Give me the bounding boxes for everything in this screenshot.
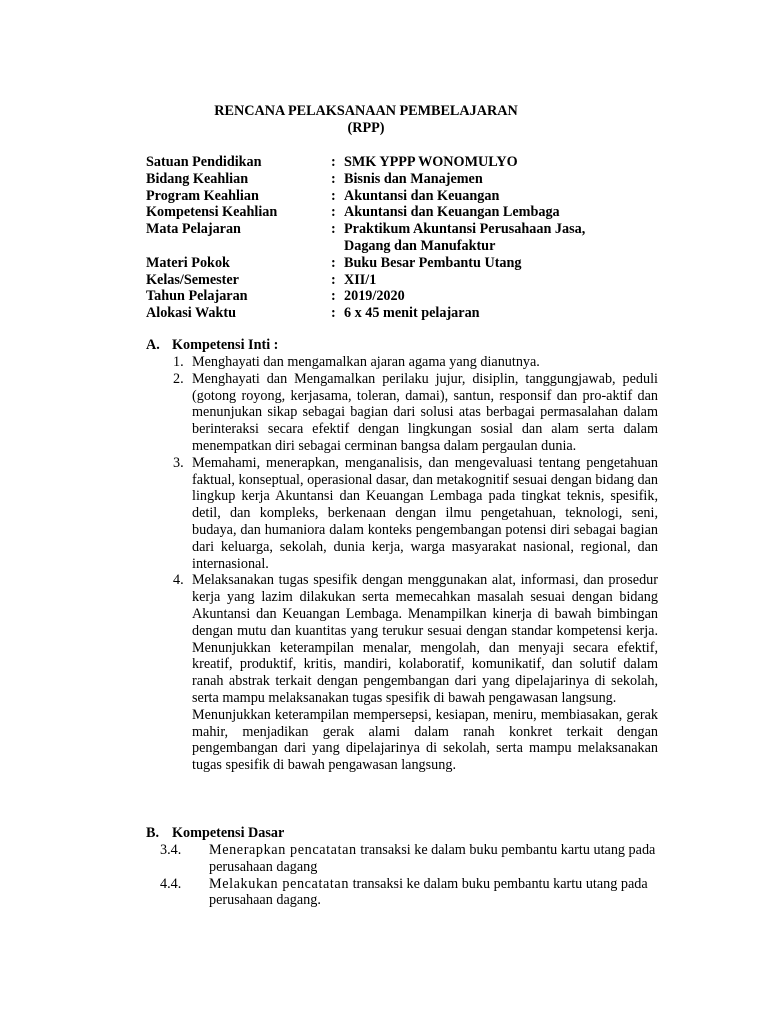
- list-item: [173, 572, 658, 774]
- info-value: 2019/2020: [344, 288, 405, 305]
- item-number: 3.: [173, 454, 184, 471]
- info-key: Materi Pokok: [146, 254, 230, 271]
- section-letter: B.: [146, 825, 160, 841]
- info-colon: :: [331, 254, 336, 271]
- item-text: Menghayati dan Mengamalkan perilaku jujur, disiplin, tanggungjawab, peduli (gotong royong, kerjasama, toleran, damai), santun, responsif dan pro-aktif dan menunjukan sikap sebagai bagian dari solusi atas berbagai permasalahan dalam berinteraksi secara efektif dengan lingkungan sosial dan alam serta dalam menempatkan diri sebagai cerminan bangsa dalam pergaulan dunia.: [192, 370, 658, 454]
- section-b-heading: [146, 825, 284, 842]
- info-colon: :: [331, 305, 336, 322]
- info-key: Satuan Pendidikan: [146, 154, 262, 170]
- info-value: XII/1: [344, 271, 377, 288]
- title-line-2: (RPP): [347, 120, 385, 136]
- info-colon: :: [331, 187, 336, 204]
- item-text: Menghayati dan mengamalkan ajaran agama yang dianutnya.: [192, 354, 540, 370]
- info-colon: :: [331, 221, 336, 238]
- info-value: Akuntansi dan Keuangan Lembaga: [344, 204, 560, 221]
- info-key: Mata Pelajaran: [146, 221, 241, 238]
- item-text: Memahami, menerapkan, menganalisis, dan mengevaluasi tentang pengetahuan faktual, konseptual, operasional dasar, dan metakognitif sesuai dengan bidang dan lingkup kerja Akuntansi dan Keuangan Lembaga pada tingkat teknis, spesifik, detil, dan kompleks, berkenaan dengan ilmu pengetahuan, teknologi, seni, budaya, dan humaniora dalam konteks pengembangan potensi diri sebagai bagian dari keluarga, sekolah, dunia kerja, warga masyarakat nasional, regional, dan internasional.: [192, 454, 658, 572]
- info-value: Praktikum Akuntansi Perusahaan Jasa,: [344, 221, 586, 238]
- item-number: 1.: [173, 354, 184, 370]
- title-line-1: RENCANA PELAKSANAAN PEMBELAJARAN: [214, 103, 518, 119]
- info-key: Program Keahlian: [146, 187, 259, 204]
- item-number: 4.4.: [160, 875, 182, 892]
- info-value-continued: Dagang dan Manufaktur: [344, 237, 496, 254]
- info-key: Kelas/Semester: [146, 271, 239, 288]
- item-text: Melaksanakan tugas spesifik dengan menggunakan alat, informasi, dan prosedur kerja yang lazim dilakukan serta memecahkan masalah sesuai dengan bidang Akuntansi dan Keuangan Lembaga. Menampilkan kinerja di bawah bimbingan dengan mutu dan kuantitas yang terukur sesuai dengan standar kompetensi kerja. Menunjukkan keterampilan menalar, mengolah, dan menyaji secara efektif, kreatif, produktif, kritis, mandiri, kolaboratif, komunikatif, dan solutif dalam ranah abstrak terkait dengan pengembangan dari yang dipelajarinya di sekolah, serta mampu melaksanakan tugas spesifik di bawah pengawasan langsung.: [192, 572, 658, 706]
- list-item: [173, 354, 658, 371]
- info-key: Tahun Pelajaran: [146, 288, 248, 305]
- list-item: [173, 455, 658, 573]
- item-number: 2.: [173, 370, 184, 387]
- document-title: [0, 103, 768, 137]
- info-key: Kompetensi Keahlian: [146, 204, 278, 221]
- item-lead-text: Menerapkan pencatatan: [209, 842, 357, 858]
- info-colon: :: [331, 170, 336, 187]
- item-number: 3.4.: [160, 842, 182, 858]
- info-value: SMK YPPP WONOMULYO: [344, 154, 518, 170]
- info-key: Bidang Keahlian: [146, 170, 249, 187]
- item-text-continued: Menunjukkan keterampilan mempersepsi, kesiapan, meniru, membiasakan, gerak mahir, menjadikan gerak alami dalam ranah konkret terkait dengan pengembangan dari yang dipelajarinya di sekolah, serta mampu melaksanakan tugas spesifik di bawah pengawasan langsung.: [192, 706, 658, 774]
- item-text: transaksi ke dalam buku pembantu kartu utang pada perusahaan dagang.: [209, 875, 648, 909]
- info-value: 6 x 45 menit pelajaran: [344, 305, 480, 322]
- item-text: transaksi ke dalam buku pembantu kartu utang pada perusahaan dagang: [209, 842, 656, 875]
- section-letter: A.: [146, 337, 160, 353]
- section-title: Kompetensi Dasar: [172, 825, 285, 841]
- info-value: Akuntansi dan Keuangan: [344, 187, 500, 204]
- section-a-heading: [146, 337, 278, 354]
- info-colon: :: [331, 204, 336, 221]
- info-colon: :: [331, 154, 336, 170]
- list-item: [160, 842, 663, 876]
- item-number: 4.: [173, 572, 184, 589]
- info-value: Buku Besar Pembantu Utang: [344, 254, 522, 271]
- info-key: Alokasi Waktu: [146, 305, 237, 322]
- list-item: [160, 876, 663, 910]
- item-lead-text: Melakukan pencatatan: [209, 875, 350, 892]
- info-value: Bisnis dan Manajemen: [344, 170, 483, 187]
- list-item: [173, 371, 658, 455]
- kompetensi-dasar-list: [160, 842, 663, 909]
- info-colon: :: [331, 288, 336, 305]
- kompetensi-inti-list: [173, 354, 658, 774]
- info-colon: :: [331, 271, 336, 288]
- section-title: Kompetensi Inti :: [172, 337, 279, 353]
